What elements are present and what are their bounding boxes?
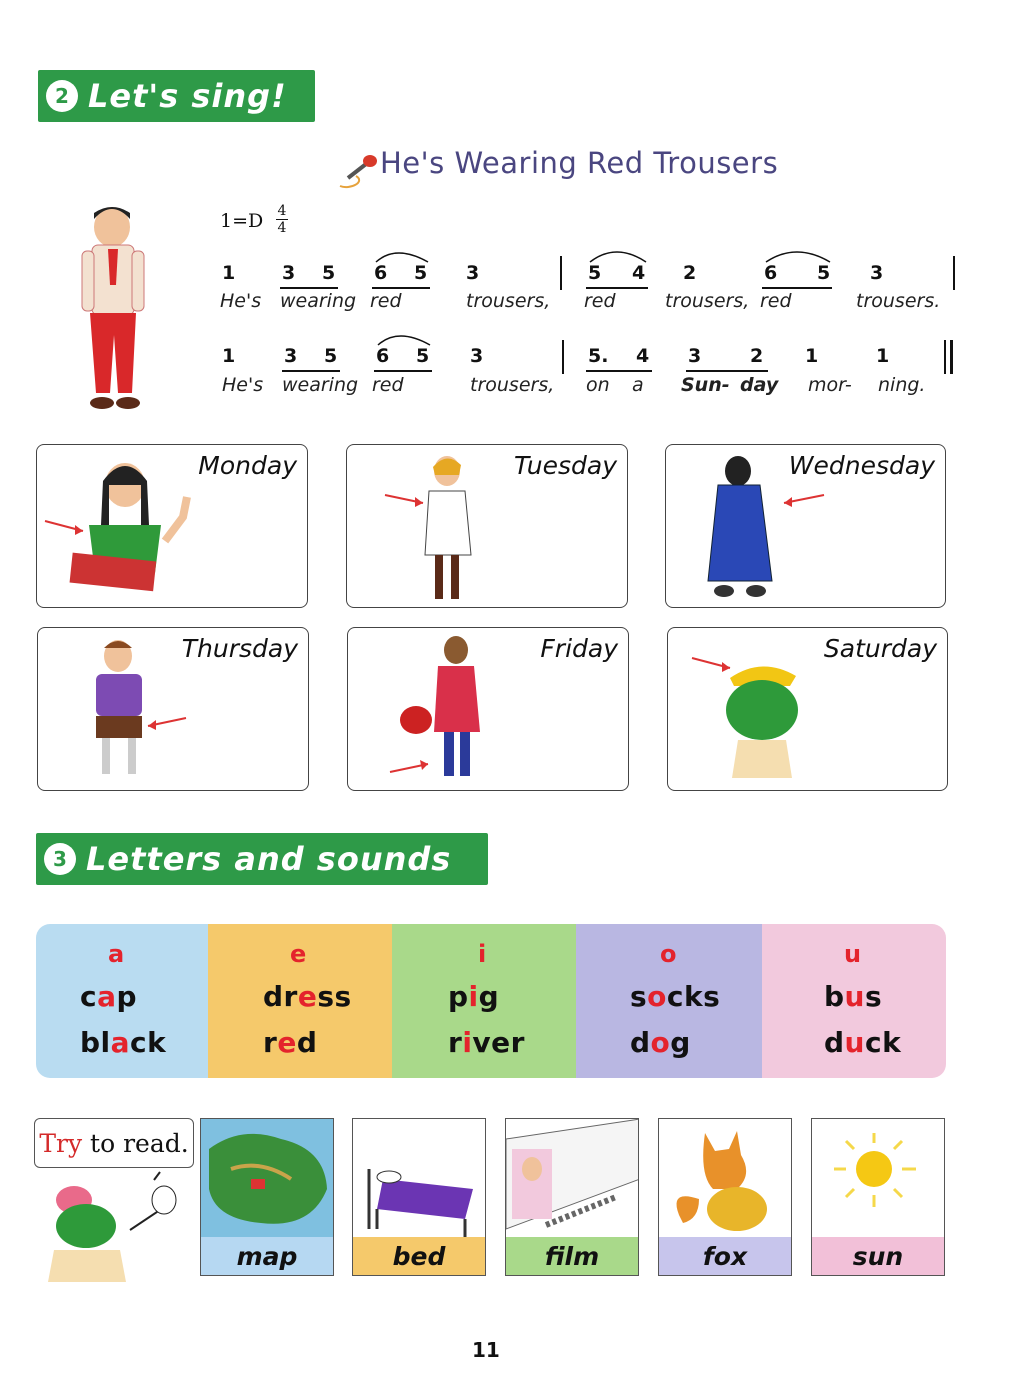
lyric: mor- [808, 374, 852, 396]
vowel-column-i [392, 924, 576, 1078]
picture-label: sun [812, 1237, 944, 1275]
sun-icon [812, 1119, 945, 1239]
lyric: a [632, 374, 644, 396]
note: 3 [466, 262, 480, 284]
example-word: red [263, 1026, 318, 1059]
vowel-letter: a [108, 940, 125, 968]
note: 6 [764, 262, 778, 284]
slur-arc [376, 253, 428, 262]
dinosaur-waving-illustration [34, 1170, 184, 1290]
example-word: river [448, 1026, 525, 1059]
bed-icon [353, 1119, 486, 1239]
day-card-wednesday [665, 444, 946, 608]
person-blue-coat-illustration [666, 445, 947, 609]
lyric: red [760, 290, 792, 312]
picture-card-film [505, 1118, 639, 1276]
day-label: Monday [198, 451, 297, 480]
section-title: Let's sing! [88, 77, 287, 115]
day-card-friday [347, 627, 629, 791]
example-word: dog [630, 1026, 691, 1059]
picture-card-sun [811, 1118, 945, 1276]
picture-card-bed [352, 1118, 486, 1276]
dinosaur-yellow-cap-illustration [668, 628, 949, 792]
time-signature-bottom: 4 [277, 220, 287, 236]
vowel-column-e [208, 924, 392, 1078]
lyric: trousers. [856, 290, 941, 312]
note: 6 [374, 262, 388, 284]
example-word: socks [630, 980, 721, 1013]
day-label: Tuesday [514, 451, 617, 480]
picture-card-fox [658, 1118, 792, 1276]
woman-red-coat-illustration [348, 628, 630, 792]
song-title: He's Wearing Red Trousers [380, 146, 779, 180]
note: 5 [414, 262, 428, 284]
note: 6 [376, 345, 390, 367]
note: 1 [222, 345, 236, 367]
example-word: pig [448, 980, 500, 1013]
section-number-badge: 2 [46, 80, 78, 112]
day-label: Thursday [181, 634, 298, 663]
note: 5 [322, 262, 336, 284]
note: 2 [750, 345, 764, 367]
picture-card-map [200, 1118, 334, 1276]
lyric: wearing [282, 374, 359, 396]
note: 1 [876, 345, 890, 367]
girl-white-dress-illustration [347, 445, 629, 609]
picture-label: map [201, 1237, 333, 1275]
key-signature: 1=D [220, 210, 264, 232]
vowel-column-a [36, 924, 208, 1078]
picture-label: film [506, 1237, 638, 1275]
day-card-monday [36, 444, 308, 608]
day-card-thursday [37, 627, 309, 791]
vowel-letter: u [844, 940, 862, 968]
page-number: 11 [472, 1338, 500, 1362]
slur-arcs [0, 0, 1024, 400]
slur-arc [378, 336, 430, 345]
girl-green-shirt-illustration [37, 445, 309, 609]
letters-and-sounds-strip [36, 924, 946, 1078]
section-number-badge: 3 [44, 843, 76, 875]
lyric: on [586, 374, 610, 396]
vowel-letter: i [478, 940, 487, 968]
vowel-column-o [576, 924, 762, 1078]
example-word: black [80, 1026, 167, 1059]
note: 1 [222, 262, 236, 284]
lyric: ning. [878, 374, 926, 396]
lyric: Sun- [681, 374, 730, 396]
picture-label: bed [353, 1237, 485, 1275]
note: 4 [632, 262, 646, 284]
vowel-letter: e [290, 940, 307, 968]
slur-arc [766, 252, 830, 262]
slur-arc [590, 252, 646, 262]
note: 3 [870, 262, 884, 284]
note: 5 [817, 262, 831, 284]
note: 5. [588, 345, 609, 367]
note: 5 [324, 345, 338, 367]
lyric: day [740, 374, 779, 396]
try-to-read-bubble [34, 1118, 194, 1168]
note: 5 [588, 262, 602, 284]
example-word: cap [80, 980, 138, 1013]
day-card-saturday [667, 627, 948, 791]
vowel-column-u [762, 924, 946, 1078]
section-title: Letters and sounds [86, 840, 452, 878]
day-label: Friday [540, 634, 618, 663]
film-icon [506, 1119, 639, 1239]
note: 5 [416, 345, 430, 367]
boy-purple-sweater-illustration [38, 628, 310, 792]
fox-icon [659, 1119, 792, 1239]
lyric: He's [222, 374, 264, 396]
time-signature-top: 4 [277, 203, 287, 219]
note: 4 [636, 345, 650, 367]
lyric: red [370, 290, 402, 312]
note: 2 [683, 262, 697, 284]
note: 3 [470, 345, 484, 367]
lyric: wearing [280, 290, 357, 312]
example-word: duck [824, 1026, 902, 1059]
day-label: Saturday [823, 634, 937, 663]
note: 3 [284, 345, 298, 367]
note: 1 [805, 345, 819, 367]
vowel-letter: o [660, 940, 677, 968]
day-card-tuesday [346, 444, 628, 608]
section-header-letters-and-sounds [36, 833, 488, 885]
day-label: Wednesday [788, 451, 935, 480]
example-word: dress [263, 980, 352, 1013]
note: 3 [688, 345, 702, 367]
lyric: trousers, [470, 374, 555, 396]
picture-label: fox [659, 1237, 791, 1275]
to-read-text: to read. [82, 1128, 189, 1158]
lyric: trousers, [466, 290, 551, 312]
lyric: red [372, 374, 404, 396]
note: 3 [282, 262, 296, 284]
lyric: trousers, [665, 290, 750, 312]
map-icon [201, 1119, 334, 1239]
lyric: He's [220, 290, 262, 312]
try-word: Try [39, 1128, 83, 1158]
example-word: bus [824, 980, 883, 1013]
lyric: red [584, 290, 616, 312]
